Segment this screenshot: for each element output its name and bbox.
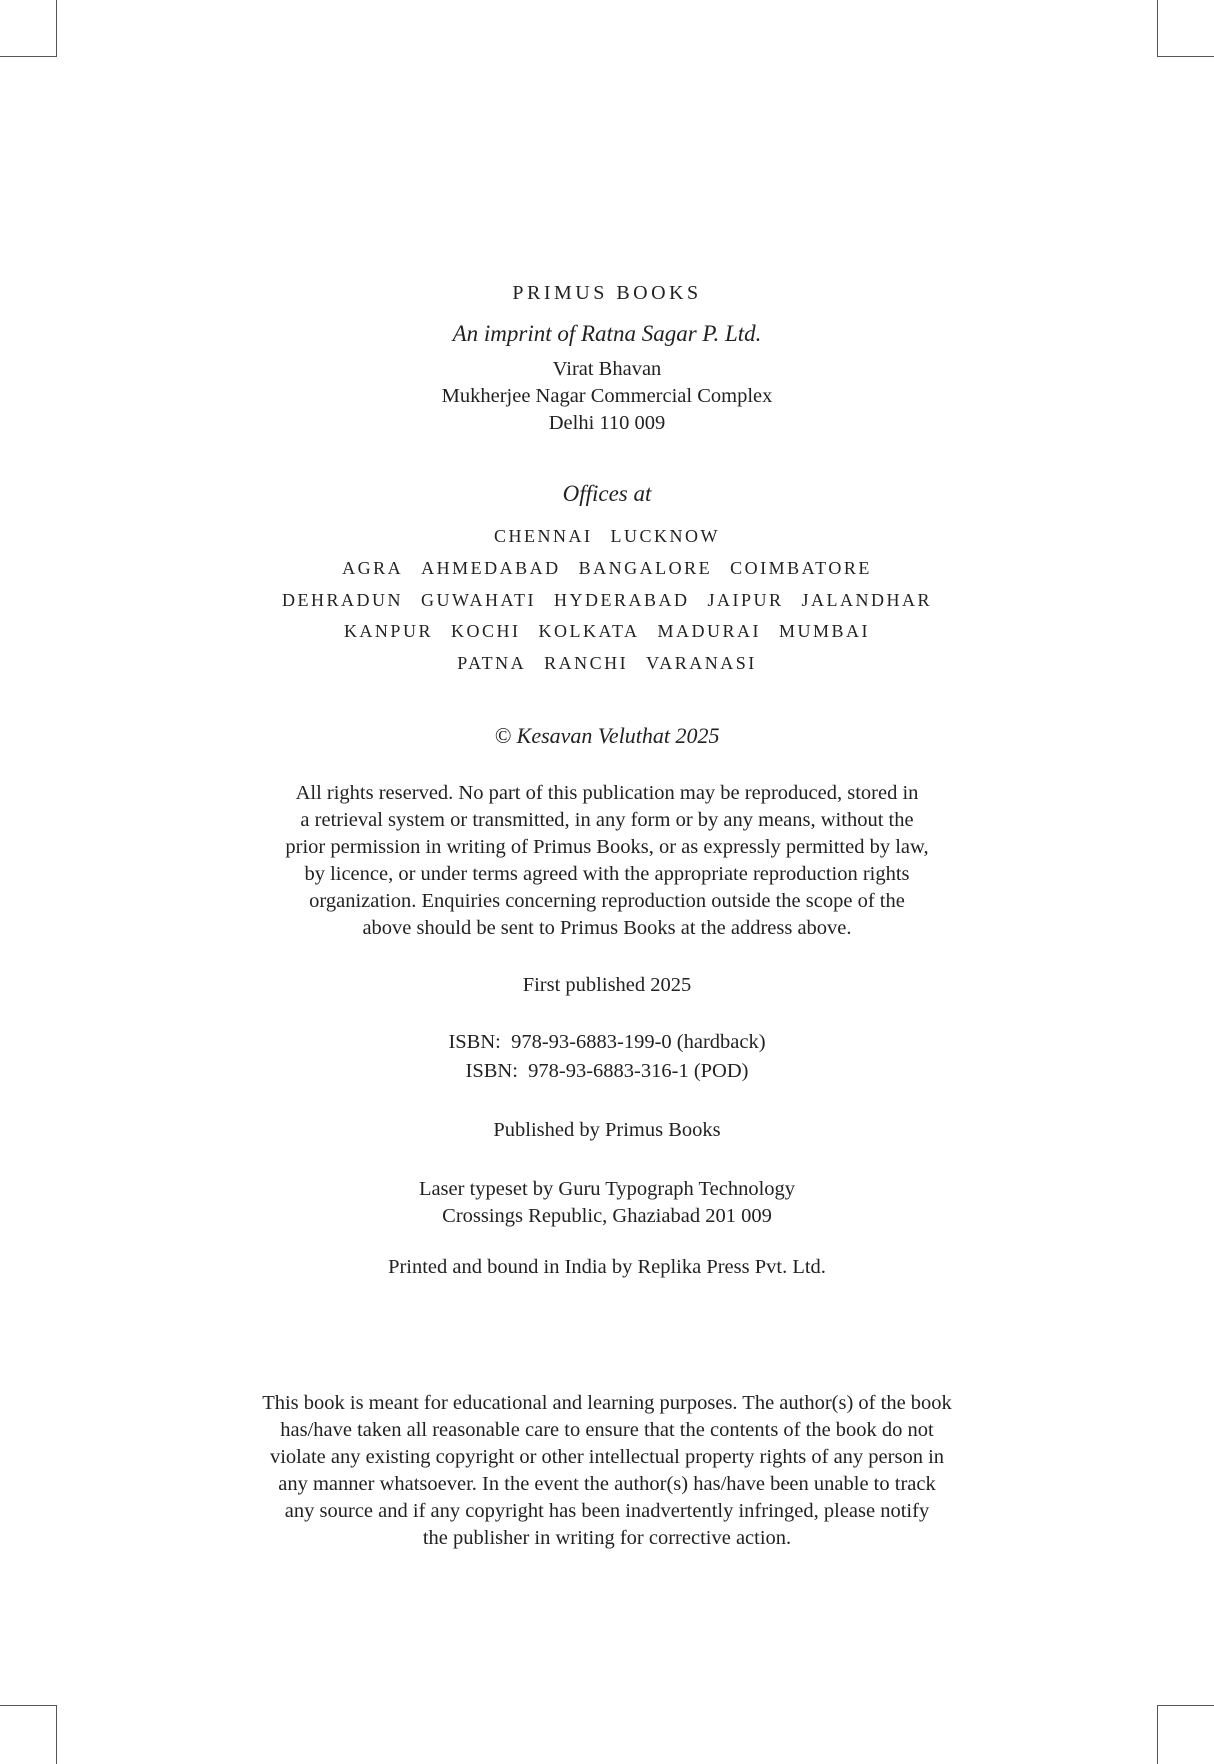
city: GUWAHATI — [420, 589, 536, 610]
published-by-block — [0, 1117, 1214, 1144]
isbn-line: ISBN: 978-93-6883-316-1 (POD) — [465, 1060, 749, 1082]
city: KOCHI — [450, 621, 521, 642]
rights-paragraph — [0, 780, 1214, 942]
first-published-block — [0, 972, 1214, 999]
disclaimer-paragraph — [0, 1390, 1214, 1552]
offices-heading-block — [0, 480, 1214, 507]
first-published: First published 2025 — [522, 974, 692, 996]
published-by: Published by Primus Books — [493, 1119, 721, 1141]
disclaimer-line: the publisher in writing for corrective action. — [422, 1527, 792, 1549]
imprint-block — [0, 320, 1214, 347]
city: HYDERABAD — [553, 589, 690, 610]
disclaimer-line: any source and if any copyright has been inadvertently infringed, please notify — [284, 1500, 930, 1522]
city: COIMBATORE — [730, 557, 872, 578]
address-line: Virat Bhavan — [552, 358, 662, 380]
city-row — [0, 521, 1214, 553]
city-row — [0, 648, 1214, 680]
rights-line: organization. Enquiries concerning reproduction outside the scope of the — [309, 890, 905, 912]
crop-mark-top-left — [0, 0, 57, 57]
publisher-name-block — [0, 280, 1214, 307]
city: VARANASI — [646, 653, 757, 674]
city: JAIPUR — [707, 589, 784, 610]
city: AHMEDABAD — [421, 557, 561, 578]
disclaimer-line: has/have taken all reasonable care to ensure that the contents of the book do not — [280, 1419, 934, 1441]
disclaimer-line: This book is meant for educational and learning purposes. The author(s) of the book — [262, 1392, 952, 1414]
city: RANCHI — [544, 653, 629, 674]
copyright-block — [0, 722, 1214, 749]
publisher-name: PRIMUS BOOKS — [512, 282, 702, 304]
disclaimer-line: any manner whatsoever. In the event the author(s) has/have been unable to track — [278, 1473, 936, 1495]
isbn-line: ISBN: 978-93-6883-199-0 (hardback) — [448, 1031, 766, 1053]
city: MUMBAI — [779, 621, 871, 642]
city-row — [0, 616, 1214, 648]
city-row — [0, 585, 1214, 617]
printed-by: Printed and bound in India by Replika Press Pvt. Ltd. — [388, 1256, 826, 1278]
printed-block — [0, 1254, 1214, 1281]
crop-mark-top-right — [1157, 0, 1214, 57]
typeset-block — [0, 1176, 1214, 1230]
rights-line: prior permission in writing of Primus Books, or as expressly permitted by law, — [285, 836, 929, 858]
city: KANPUR — [343, 621, 433, 642]
isbn-block — [0, 1029, 1214, 1085]
disclaimer-line: violate any existing copyright or other intellectual property rights of any person in — [269, 1446, 945, 1468]
rights-line: above should be sent to Primus Books at the address above. — [362, 917, 852, 939]
city: AGRA — [342, 557, 404, 578]
city: BANGALORE — [578, 557, 713, 578]
crop-mark-bottom-left — [0, 1705, 57, 1764]
typeset-line: Crossings Republic, Ghaziabad 201 009 — [442, 1205, 772, 1227]
rights-line: All rights reserved. No part of this publication may be reproduced, stored in — [295, 782, 919, 804]
city: JALANDHAR — [801, 589, 932, 610]
address-line: Mukherjee Nagar Commercial Complex — [441, 385, 773, 407]
rights-line: a retrieval system or transmitted, in any form or by any means, without the — [300, 809, 914, 831]
city: KOLKATA — [538, 621, 640, 642]
address-line: Delhi 110 009 — [548, 412, 666, 434]
crop-mark-bottom-right — [1157, 1705, 1214, 1764]
offices-heading: Offices at — [562, 481, 652, 506]
city: CHENNAI — [494, 526, 593, 546]
typeset-line: Laser typeset by Guru Typograph Technology — [418, 1178, 796, 1200]
city-row — [0, 553, 1214, 585]
office-cities — [0, 521, 1214, 680]
rights-line: by licence, or under terms agreed with the appropriate reproduction rights — [304, 863, 910, 885]
publisher-address — [0, 356, 1214, 437]
copyright-notice: © Kesavan Veluthat 2025 — [494, 723, 720, 748]
city: MADURAI — [657, 621, 762, 642]
imprint-line: An imprint of Ratna Sagar P. Ltd. — [452, 321, 762, 346]
city: PATNA — [457, 653, 527, 674]
city: DEHRADUN — [281, 589, 403, 610]
city: LUCKNOW — [610, 526, 720, 546]
